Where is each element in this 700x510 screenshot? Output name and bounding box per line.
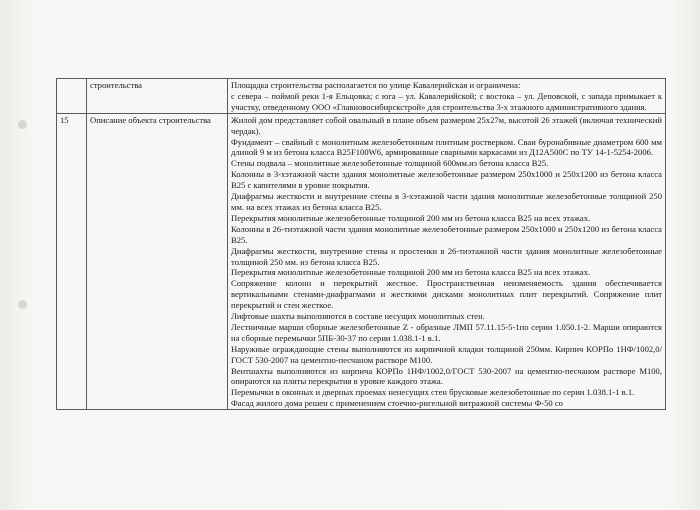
punch-hole-mark	[18, 120, 27, 129]
row-content-cell	[228, 113, 666, 409]
project-declaration-table	[56, 78, 666, 410]
paragraph: Площадка строительства располагается по улице Кавалерийская и ограничена:	[231, 80, 521, 90]
punch-hole-mark	[18, 300, 27, 309]
paragraph: Сопряжение колонн и перекрытий жесткое. Пространственная неизменяемость здания обеспечивается вертикальными стенами-диафрагмами и жесткими дисками монолитных плит перекрытий. Сопряжение плит перекрытий и стен жесткое.	[231, 278, 662, 311]
row-label: строительства	[90, 80, 142, 90]
row-label-cell	[87, 113, 228, 409]
paragraph: Колонны в 26-тиэтажной части здания монолитные железобетонные размером 250х1000 и 250х1200 из бетона класса В25.	[231, 223, 662, 245]
paragraph: Перекрытия монолитные железобетонные толщиной 200 мм из бетона класса В25 на всех этажах.	[231, 267, 591, 278]
paragraph: Вентшахты выполняются из кирпича КОРПо 1НФ/1002,0/ГОСТ 530-2007 на цементно-песчаном растворе М100, опираются на плиты перекрытия в уровне каждого этажа.	[231, 365, 662, 387]
row-number: 15	[60, 114, 69, 125]
table-row	[57, 79, 666, 114]
row-label: Описание объекта строительства	[90, 114, 211, 125]
paragraph: Стены подвала – монолитные железобетонные толщиной 600мм.из бетона класса В25.	[231, 158, 549, 169]
paragraph: Жилой дом представляет собой овальный в плане объем размером 25х27м, высотой 26 этажей (включая технический чердак).	[231, 114, 662, 136]
paragraph: Диафрагмы жесткости и внутренние стены в 3-хэтажной части здания монолитные железобетонные толщиной 250 мм. на всех этажах из бетона класса В25.	[231, 191, 662, 212]
table-row	[57, 113, 666, 409]
row-number-cell	[57, 113, 87, 409]
paragraph: Перекрытия монолитные железобетонные толщиной 200 мм из бетона класса В25 на всех этажах.	[231, 212, 591, 223]
paragraph: Наружные ограждающие стены выполняются из кирпичной кладки толщиной 250мм. Кирпич КОРПо 1НФ/1002,0/ГОСТ 530-2007 на цементно-песчаном растворе М100.	[231, 343, 662, 365]
paragraph: Лифтовые шахты выполняются в составе несущих монолитных стен.	[231, 311, 485, 322]
paragraph: Фасад жилого дома решен с применением стоечно-ригельной витражной системы Ф-50 со	[231, 398, 563, 409]
row-content-cell	[228, 79, 666, 114]
paragraph: Колонны в 3-хэтажной части здания монолитные железобетонные размером 250х1000 и 250х1200 из бетона класса В25 с капителями в уровне покрытия.	[231, 169, 662, 191]
row-label-cell	[87, 79, 228, 114]
paragraph: с севера – поймой реки 1-я Ельцовка; с юга – ул. Кавалерийской; с востока – ул. Деповской, с запада примыкает к участку, отведенному ООО «Главновосибирскстрой» для строительства 3-х этажного административного здания.	[231, 90, 662, 112]
paragraph: Фундамент – свайный с монолитным железобетонным плитным ростверком. Сваи буронабивные диаметром 600 мм длиной 9 м из бетона класса В25F100W6, армированные сварными каркасами из Д12А500С по ТУ 14-1-5254-2006.	[231, 136, 662, 158]
paragraph: Лестничные марши сборные железобетонные Z - образные ЛМП 57.11.15-5-1по серии 1.050.1-2. Марши опираются на сборные перемычки 5ПБ-30-37 по серии 1.038.1-1 в.1.	[231, 321, 662, 343]
paragraph: Диафрагмы жесткости, внутренние стены и простенки в 26-тиэтажной части здания монолитные железобетонные толщиной 250 мм. из бетона класса В25.	[231, 245, 662, 267]
paragraph: Перемычки в оконных и дверных проемах ненесущих стен брусковые железобетонные по серии 1.038.1-1 в.1.	[231, 387, 635, 398]
row-number-cell	[57, 79, 87, 114]
